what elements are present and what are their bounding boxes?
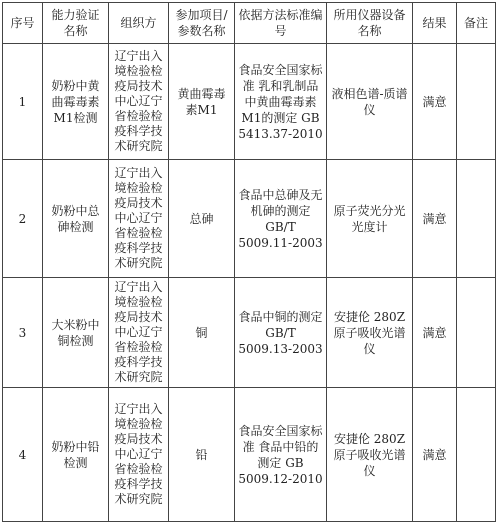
cell-instrument: 安捷伦 280Z 原子吸收光谱仪 (327, 278, 413, 388)
cell-serial-number: 1 (3, 44, 43, 160)
cell-remark (457, 160, 496, 278)
cell-serial-number: 4 (3, 388, 43, 522)
cell-item-parameter: 黄曲霉毒素M1 (169, 44, 235, 160)
header-test-name: 能力验证名称 (43, 3, 109, 44)
cell-item-parameter: 总砷 (169, 160, 235, 278)
cell-test-name: 奶粉中黄曲霉毒素M1检测 (43, 44, 109, 160)
cell-organizer: 辽宁出入境检验检疫局技术中心辽宁省检验检疫科学技术研究院 (109, 388, 169, 522)
table-row (3, 388, 496, 522)
cell-method-standard: 食品中铜的测定 GB/T 5009.13-2003 (235, 278, 327, 388)
cell-test-name: 奶粉中铅检测 (43, 388, 109, 522)
cell-result: 满意 (413, 44, 457, 160)
header-row (3, 3, 496, 44)
cell-organizer: 辽宁出入境检验检疫局技术中心辽宁省检验检疫科学技术研究院 (109, 278, 169, 388)
cell-method-standard: 食品安全国家标准 食品中铅的测定 GB 5009.12-2010 (235, 388, 327, 522)
cell-test-name: 奶粉中总砷检测 (43, 160, 109, 278)
header-item-parameter: 参加项目/参数名称 (169, 3, 235, 44)
cell-test-name: 大米粉中铜检测 (43, 278, 109, 388)
header-organizer: 组织方 (109, 3, 169, 44)
cell-result: 满意 (413, 278, 457, 388)
cell-organizer: 辽宁出入境检验检疫局技术中心辽宁省检验检疫科学技术研究院 (109, 44, 169, 160)
cell-serial-number: 2 (3, 160, 43, 278)
header-remark: 备注 (457, 3, 496, 44)
cell-instrument: 液相色谱-质谱仪 (327, 44, 413, 160)
cell-instrument: 安捷伦 280Z 原子吸收光谱仪 (327, 388, 413, 522)
table-row (3, 44, 496, 160)
proficiency-test-table (2, 2, 496, 522)
cell-serial-number: 3 (3, 278, 43, 388)
cell-organizer: 辽宁出入境检验检疫局技术中心辽宁省检验检疫科学技术研究院 (109, 160, 169, 278)
cell-method-standard: 食品安全国家标准 乳和乳制品中黄曲霉毒素M1的测定 GB 5413.37-2010 (235, 44, 327, 160)
cell-remark (457, 388, 496, 522)
cell-instrument: 原子荧光分光光度计 (327, 160, 413, 278)
cell-remark (457, 278, 496, 388)
cell-result: 满意 (413, 160, 457, 278)
header-method-standard: 依据方法标准编号 (235, 3, 327, 44)
cell-method-standard: 食品中总砷及无机砷的测定 GB/T 5009.11-2003 (235, 160, 327, 278)
cell-item-parameter: 铜 (169, 278, 235, 388)
cell-remark (457, 44, 496, 160)
table-row (3, 278, 496, 388)
table-row (3, 160, 496, 278)
cell-result: 满意 (413, 388, 457, 522)
header-instrument: 所用仪器设备名称 (327, 3, 413, 44)
cell-item-parameter: 铅 (169, 388, 235, 522)
header-serial-number: 序号 (3, 3, 43, 44)
header-result: 结果 (413, 3, 457, 44)
